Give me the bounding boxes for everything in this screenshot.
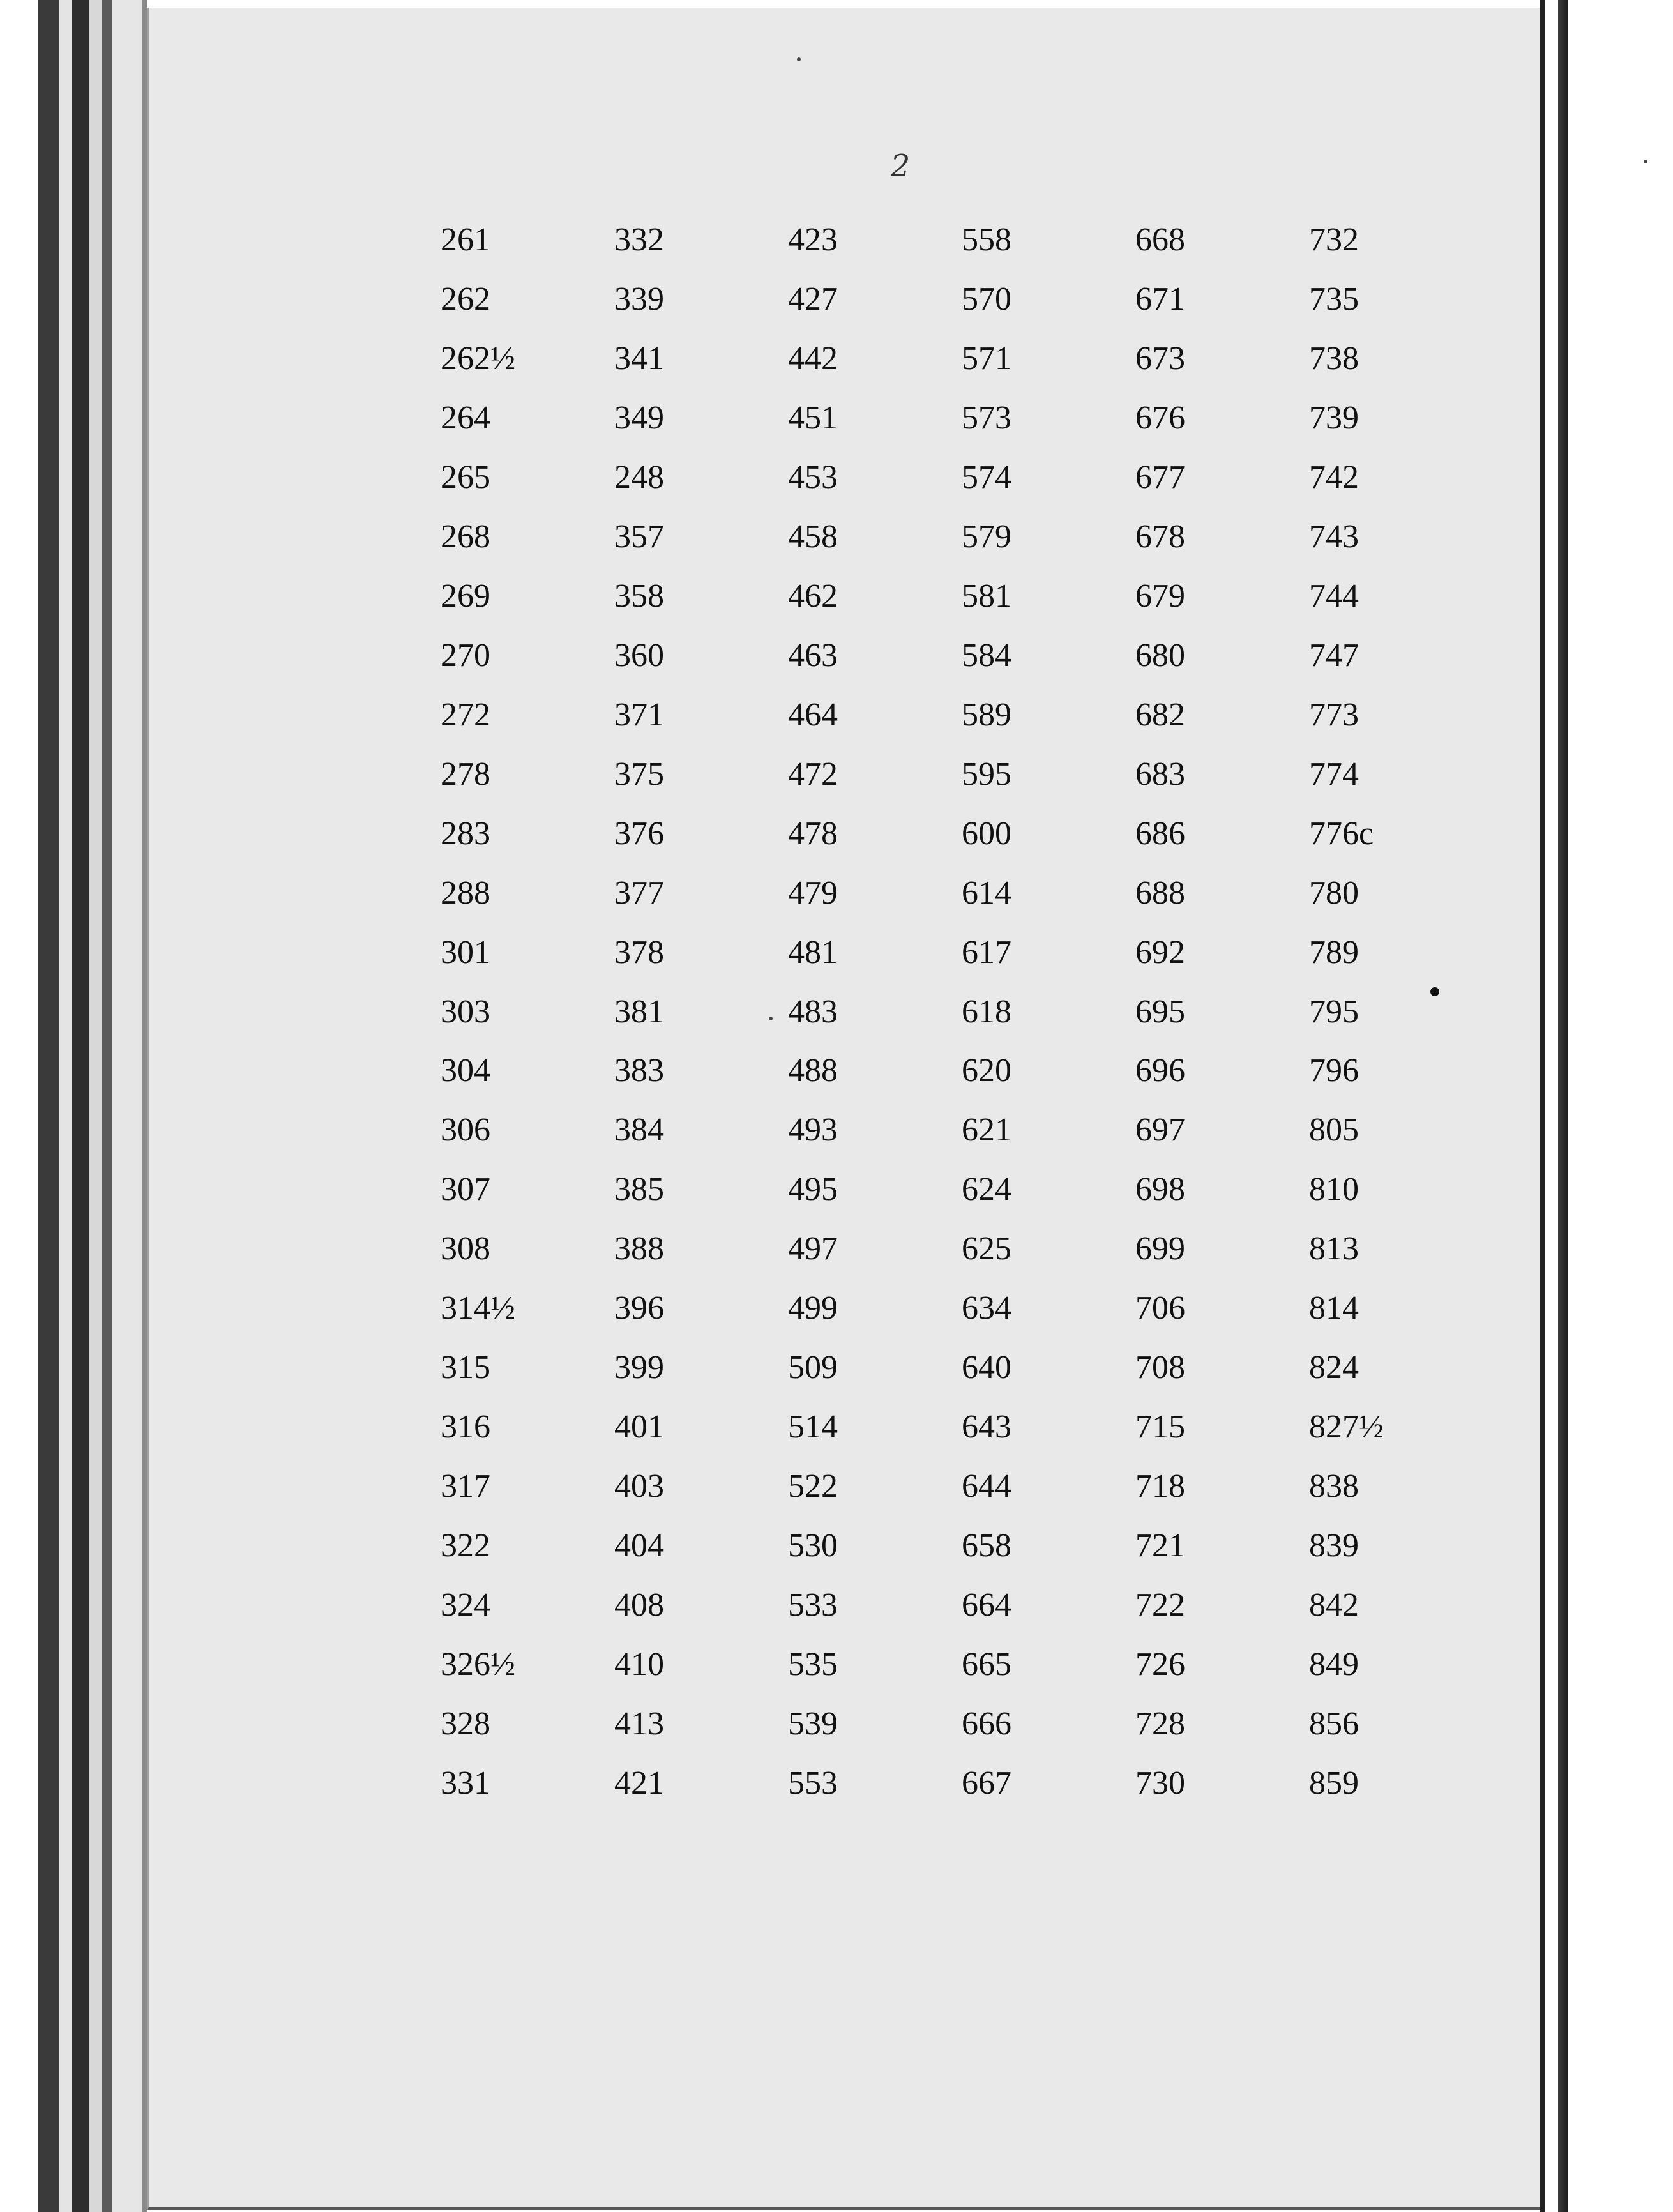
number-entry: 357 bbox=[614, 518, 664, 555]
number-entry: 625 bbox=[962, 1231, 1011, 1268]
number-entry: 308 bbox=[441, 1231, 490, 1268]
number-entry: 676 bbox=[1135, 399, 1185, 436]
number-entry: 283 bbox=[441, 815, 490, 852]
number-entry: 618 bbox=[962, 993, 1011, 1030]
number-entry: 581 bbox=[962, 577, 1011, 614]
number-entry: 732 bbox=[1309, 222, 1359, 258]
number-entry: 451 bbox=[788, 399, 838, 436]
number-entry: 814 bbox=[1309, 1290, 1359, 1327]
number-entry: 735 bbox=[1309, 280, 1359, 317]
number-entry: 463 bbox=[788, 637, 838, 674]
ink-speck bbox=[1644, 160, 1647, 163]
ink-speck bbox=[797, 57, 801, 61]
number-entry: 558 bbox=[962, 222, 1011, 258]
number-entry: 377 bbox=[614, 874, 664, 911]
number-entry: 383 bbox=[614, 1052, 664, 1089]
number-entry: 326½ bbox=[441, 1646, 515, 1683]
number-entry: 665 bbox=[962, 1646, 1011, 1683]
number-entry: 721 bbox=[1135, 1527, 1185, 1564]
number-entry: 514 bbox=[788, 1409, 838, 1446]
number-entry: 376 bbox=[614, 815, 664, 852]
number-entry: 644 bbox=[962, 1468, 1011, 1505]
number-entry: 838 bbox=[1309, 1468, 1359, 1505]
number-entry: 789 bbox=[1309, 934, 1359, 971]
number-entry: 358 bbox=[614, 577, 664, 614]
number-entry: 522 bbox=[788, 1468, 838, 1505]
number-entry: 679 bbox=[1135, 577, 1185, 614]
number-entry: 324 bbox=[441, 1587, 490, 1624]
number-entry: 827½ bbox=[1309, 1409, 1384, 1446]
number-entry: 682 bbox=[1135, 696, 1185, 733]
number-entry: 288 bbox=[441, 874, 490, 911]
number-entry: 481 bbox=[788, 934, 838, 971]
number-entry: 349 bbox=[614, 399, 664, 436]
page-right-edge bbox=[1540, 0, 1545, 2212]
number-entry: 442 bbox=[788, 340, 838, 377]
number-entry: 706 bbox=[1135, 1290, 1185, 1327]
number-entry: 530 bbox=[788, 1527, 838, 1564]
number-entry: 304 bbox=[441, 1052, 490, 1089]
number-entry: 671 bbox=[1135, 280, 1185, 317]
number-entry: 381 bbox=[614, 993, 664, 1030]
number-entry: 624 bbox=[962, 1171, 1011, 1208]
number-entry: 413 bbox=[614, 1706, 664, 1743]
number-entry: 384 bbox=[614, 1112, 664, 1149]
number-entry: 378 bbox=[614, 934, 664, 971]
number-entry: 570 bbox=[962, 280, 1011, 317]
number-entry: 796 bbox=[1309, 1052, 1359, 1089]
page-number: 2 bbox=[890, 148, 911, 184]
number-entry: 483 bbox=[788, 993, 838, 1030]
number-entry: 375 bbox=[614, 755, 664, 792]
number-entry: 458 bbox=[788, 518, 838, 555]
number-entry: 488 bbox=[788, 1052, 838, 1089]
number-entry: 697 bbox=[1135, 1112, 1185, 1149]
number-entry: 810 bbox=[1309, 1171, 1359, 1208]
number-entry: 595 bbox=[962, 755, 1011, 792]
number-entry: 696 bbox=[1135, 1052, 1185, 1089]
number-entry: 464 bbox=[788, 696, 838, 733]
number-entry: 268 bbox=[441, 518, 490, 555]
number-entry: 262 bbox=[441, 280, 490, 317]
number-entry: 668 bbox=[1135, 222, 1185, 258]
number-entry: 839 bbox=[1309, 1527, 1359, 1564]
next-page-edge bbox=[1558, 0, 1568, 2212]
number-entry: 539 bbox=[788, 1706, 838, 1743]
number-entry: 328 bbox=[441, 1706, 490, 1743]
number-entry: 683 bbox=[1135, 755, 1185, 792]
number-entry: 403 bbox=[614, 1468, 664, 1505]
number-entry: 410 bbox=[614, 1646, 664, 1683]
number-entry: 307 bbox=[441, 1171, 490, 1208]
number-entry: 385 bbox=[614, 1171, 664, 1208]
ink-dot bbox=[1430, 987, 1439, 996]
number-entry: 658 bbox=[962, 1527, 1011, 1564]
number-entry: 678 bbox=[1135, 518, 1185, 555]
number-entry: 617 bbox=[962, 934, 1011, 971]
number-entry: 553 bbox=[788, 1765, 838, 1802]
number-entry: 341 bbox=[614, 340, 664, 377]
number-entry: 666 bbox=[962, 1706, 1011, 1743]
number-entry: 573 bbox=[962, 399, 1011, 436]
number-entry: 314½ bbox=[441, 1290, 515, 1327]
number-entry: 579 bbox=[962, 518, 1011, 555]
number-entry: 688 bbox=[1135, 874, 1185, 911]
number-entry: 614 bbox=[962, 874, 1011, 911]
number-entry: 859 bbox=[1309, 1765, 1359, 1802]
number-entry: 497 bbox=[788, 1231, 838, 1268]
number-entry: 270 bbox=[441, 637, 490, 674]
number-entry: 673 bbox=[1135, 340, 1185, 377]
number-entry: 408 bbox=[614, 1587, 664, 1624]
number-entry: 453 bbox=[788, 458, 838, 496]
number-entry: 404 bbox=[614, 1527, 664, 1564]
number-entry: 747 bbox=[1309, 637, 1359, 674]
number-entry: 278 bbox=[441, 755, 490, 792]
number-entry: 600 bbox=[962, 815, 1011, 852]
number-entry: 813 bbox=[1309, 1231, 1359, 1268]
number-entry: 269 bbox=[441, 577, 490, 614]
number-entry: 478 bbox=[788, 815, 838, 852]
number-entry: 427 bbox=[788, 280, 838, 317]
number-entry: 301 bbox=[441, 934, 490, 971]
number-entry: 306 bbox=[441, 1112, 490, 1149]
number-entry: 718 bbox=[1135, 1468, 1185, 1505]
number-entry: 621 bbox=[962, 1112, 1011, 1149]
ink-speck bbox=[769, 1017, 773, 1020]
number-entry: 339 bbox=[614, 280, 664, 317]
number-table bbox=[441, 223, 1437, 1826]
number-entry: 774 bbox=[1309, 755, 1359, 792]
number-entry: 776c bbox=[1309, 815, 1374, 852]
number-entry: 856 bbox=[1309, 1706, 1359, 1743]
number-entry: 265 bbox=[441, 458, 490, 496]
number-entry: 726 bbox=[1135, 1646, 1185, 1683]
number-entry: 509 bbox=[788, 1349, 838, 1386]
number-entry: 371 bbox=[614, 696, 664, 733]
number-entry: 698 bbox=[1135, 1171, 1185, 1208]
number-entry: 699 bbox=[1135, 1231, 1185, 1268]
number-entry: 421 bbox=[614, 1765, 664, 1802]
number-entry: 479 bbox=[788, 874, 838, 911]
number-entry: 317 bbox=[441, 1468, 490, 1505]
number-entry: 493 bbox=[788, 1112, 838, 1149]
number-entry: 248 bbox=[614, 458, 664, 496]
number-entry: 739 bbox=[1309, 399, 1359, 436]
number-entry: 692 bbox=[1135, 934, 1185, 971]
number-entry: 533 bbox=[788, 1587, 838, 1624]
number-entry: 634 bbox=[962, 1290, 1011, 1327]
number-entry: 331 bbox=[441, 1765, 490, 1802]
number-entry: 401 bbox=[614, 1409, 664, 1446]
number-entry: 849 bbox=[1309, 1646, 1359, 1683]
number-entry: 462 bbox=[788, 577, 838, 614]
number-entry: 399 bbox=[614, 1349, 664, 1386]
number-entry: 708 bbox=[1135, 1349, 1185, 1386]
number-entry: 264 bbox=[441, 399, 490, 436]
number-entry: 316 bbox=[441, 1409, 490, 1446]
number-entry: 423 bbox=[788, 222, 838, 258]
number-entry: 472 bbox=[788, 755, 838, 792]
adjacent-paper bbox=[1568, 0, 1673, 2212]
number-entry: 495 bbox=[788, 1171, 838, 1208]
number-entry: 272 bbox=[441, 696, 490, 733]
number-entry: 574 bbox=[962, 458, 1011, 496]
number-entry: 773 bbox=[1309, 696, 1359, 733]
number-entry: 667 bbox=[962, 1765, 1011, 1802]
number-entry: 303 bbox=[441, 993, 490, 1030]
number-entry: 262½ bbox=[441, 340, 515, 377]
number-entry: 332 bbox=[614, 222, 664, 258]
number-entry: 738 bbox=[1309, 340, 1359, 377]
number-entry: 589 bbox=[962, 696, 1011, 733]
number-entry: 584 bbox=[962, 637, 1011, 674]
number-entry: 664 bbox=[962, 1587, 1011, 1624]
number-entry: 780 bbox=[1309, 874, 1359, 911]
number-entry: 396 bbox=[614, 1290, 664, 1327]
number-entry: 824 bbox=[1309, 1349, 1359, 1386]
number-entry: 620 bbox=[962, 1052, 1011, 1089]
number-entry: 722 bbox=[1135, 1587, 1185, 1624]
number-entry: 842 bbox=[1309, 1587, 1359, 1624]
number-entry: 677 bbox=[1135, 458, 1185, 496]
number-entry: 571 bbox=[962, 340, 1011, 377]
number-entry: 742 bbox=[1309, 458, 1359, 496]
number-entry: 499 bbox=[788, 1290, 838, 1327]
number-entry: 743 bbox=[1309, 518, 1359, 555]
number-entry: 360 bbox=[614, 637, 664, 674]
number-entry: 261 bbox=[441, 222, 490, 258]
number-entry: 795 bbox=[1309, 993, 1359, 1030]
number-entry: 388 bbox=[614, 1231, 664, 1268]
number-entry: 744 bbox=[1309, 577, 1359, 614]
number-entry: 728 bbox=[1135, 1706, 1185, 1743]
number-entry: 695 bbox=[1135, 993, 1185, 1030]
number-entry: 730 bbox=[1135, 1765, 1185, 1802]
number-entry: 805 bbox=[1309, 1112, 1359, 1149]
number-entry: 680 bbox=[1135, 637, 1185, 674]
book-binding-edge bbox=[0, 0, 147, 2212]
number-entry: 535 bbox=[788, 1646, 838, 1683]
number-entry: 686 bbox=[1135, 815, 1185, 852]
number-entry: 643 bbox=[962, 1409, 1011, 1446]
number-entry: 715 bbox=[1135, 1409, 1185, 1446]
number-entry: 315 bbox=[441, 1349, 490, 1386]
number-entry: 322 bbox=[441, 1527, 490, 1564]
number-entry: 640 bbox=[962, 1349, 1011, 1386]
